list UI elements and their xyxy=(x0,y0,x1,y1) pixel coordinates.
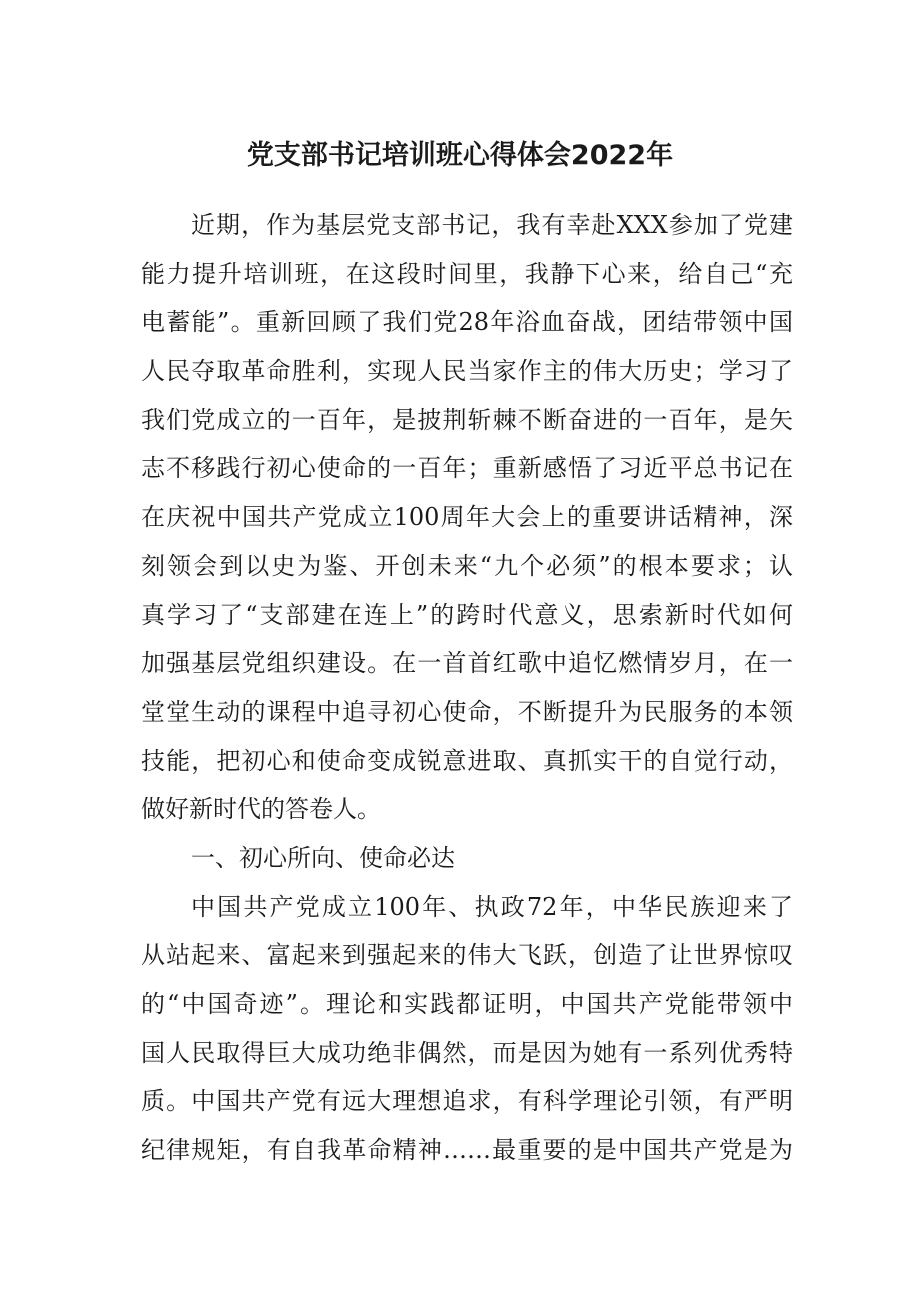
paragraph-line: 我们党成立的一百年，是披荆斩棘不断奋进的一百年，是矢 xyxy=(141,405,793,434)
paragraph-line: 电蓄能”。重新回顾了我们党28年浴血奋战，团结带领中国 xyxy=(141,308,793,337)
paragraph-line: 加强基层党组织建设。在一首首红歌中追忆燃情岁月，在一 xyxy=(141,649,793,678)
paragraph-line: 技能，把初心和使命变成锐意进取、真抓实干的自觉行动， xyxy=(141,746,793,775)
document-title: 党支部书记培训班心得体会2022年 xyxy=(246,140,674,171)
paragraph-line: 近期，作为基层党支部书记，我有幸赴XXX参加了党建 xyxy=(191,211,793,239)
paragraph-line: 从站起来、富起来到强起来的伟大飞跃，创造了让世界惊叹 xyxy=(141,941,793,970)
section-heading: 一、初心所向、使命必达 xyxy=(191,843,455,872)
paragraph-line: 纪律规矩，有自我革命精神……最重要的是中国共产党是为 xyxy=(141,1136,793,1165)
paragraph-line: 刻领会到以史为鉴、开创未来“九个必须”的根本要求；认 xyxy=(141,551,793,580)
paragraph-line: 志不移践行初心使命的一百年；重新感悟了习近平总书记在 xyxy=(141,454,793,483)
paragraph-line: 国人民取得巨大成功绝非偶然，而是因为她有一系列优秀特 xyxy=(141,1038,793,1067)
paragraph-line: 能力提升培训班，在这段时间里，我静下心来，给自己“充 xyxy=(141,259,793,288)
paragraph-line: 人民夺取革命胜利，实现人民当家作主的伟大历史；学习了 xyxy=(141,357,793,386)
paragraph-line: 在庆祝中国共产党成立100周年大会上的重要讲话精神，深 xyxy=(141,503,793,532)
paragraph-line: 的“中国奇迹”。理论和实践都证明，中国共产党能带领中 xyxy=(141,990,793,1018)
document-body xyxy=(141,201,793,1175)
paragraph-line: 堂堂生动的课程中追寻初心使命，不断提升为民服务的本领 xyxy=(141,697,793,726)
paragraph-line: 质。中国共产党有远大理想追求，有科学理论引领，有严明 xyxy=(141,1087,793,1116)
paragraph-line: 中国共产党成立100年、执政72年，中华民族迎来了 xyxy=(191,892,793,921)
paragraph-line: 做好新时代的答卷人。 xyxy=(141,795,381,824)
paragraph-line: 真学习了“支部建在连上”的跨时代意义，思索新时代如何 xyxy=(141,600,793,629)
